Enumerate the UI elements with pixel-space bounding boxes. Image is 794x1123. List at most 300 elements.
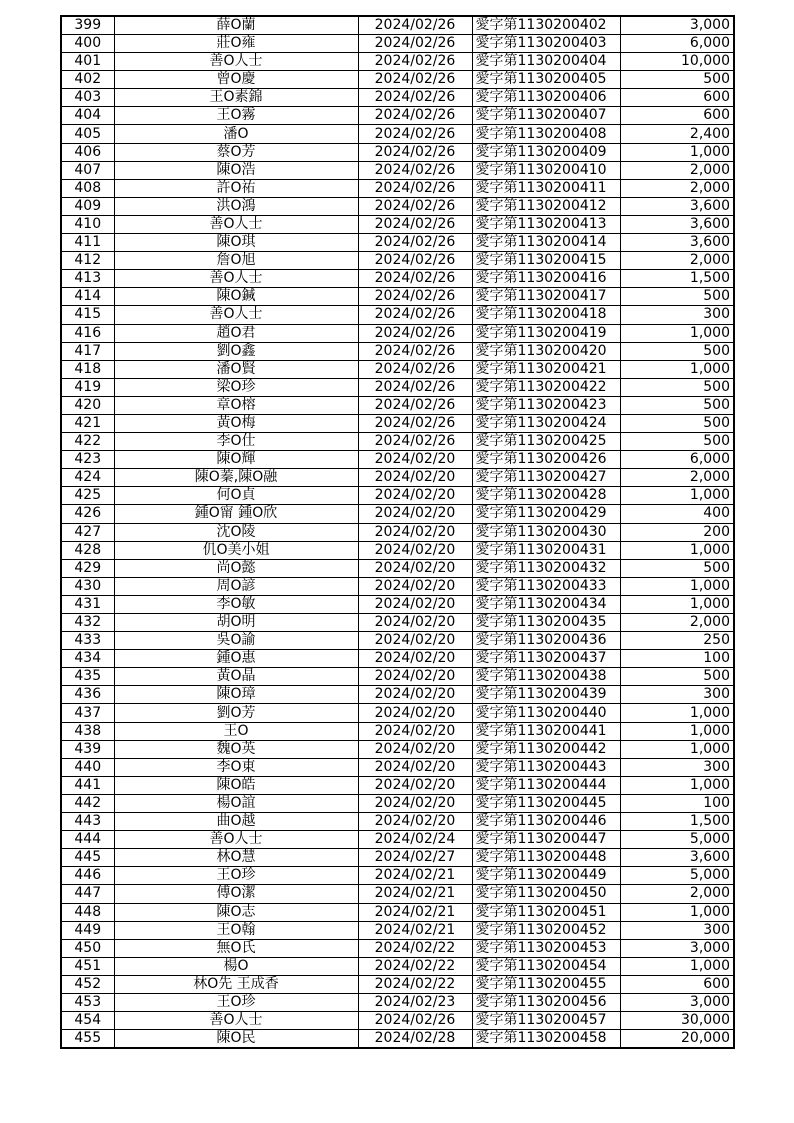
receipt-number-cell: 愛字第1130200424 bbox=[472, 414, 620, 432]
row-number-cell: 446 bbox=[61, 867, 114, 885]
receipt-number-cell: 愛字第1130200412 bbox=[472, 197, 620, 215]
receipt-number-cell: 愛字第1130200454 bbox=[472, 957, 620, 975]
amount-cell: 1,000 bbox=[620, 903, 734, 921]
table-row bbox=[61, 324, 734, 342]
donation-date-cell: 2024/02/26 bbox=[358, 234, 472, 252]
donor-name-cell: 陳O志 bbox=[114, 903, 358, 921]
donation-date-cell: 2024/02/20 bbox=[358, 451, 472, 469]
amount-cell: 1,000 bbox=[620, 595, 734, 613]
table-row bbox=[61, 794, 734, 812]
donation-date-cell: 2024/02/20 bbox=[358, 722, 472, 740]
donation-date-cell: 2024/02/20 bbox=[358, 704, 472, 722]
row-number-cell: 438 bbox=[61, 722, 114, 740]
amount-cell: 500 bbox=[620, 414, 734, 432]
row-number-cell: 427 bbox=[61, 523, 114, 541]
table-row bbox=[61, 831, 734, 849]
donor-name-cell: 劉O芳 bbox=[114, 704, 358, 722]
receipt-number-cell: 愛字第1130200458 bbox=[472, 1030, 620, 1049]
amount-cell: 6,000 bbox=[620, 35, 734, 53]
row-number-cell: 416 bbox=[61, 324, 114, 342]
receipt-number-cell: 愛字第1130200457 bbox=[472, 1012, 620, 1030]
donation-date-cell: 2024/02/26 bbox=[358, 197, 472, 215]
donor-name-cell: 陳O鍼 bbox=[114, 288, 358, 306]
donor-name-cell: 黃O晶 bbox=[114, 668, 358, 686]
receipt-number-cell: 愛字第1130200407 bbox=[472, 107, 620, 125]
receipt-number-cell: 愛字第1130200415 bbox=[472, 252, 620, 270]
donation-date-cell: 2024/02/22 bbox=[358, 975, 472, 993]
row-number-cell: 436 bbox=[61, 686, 114, 704]
donation-date-cell: 2024/02/26 bbox=[358, 125, 472, 143]
amount-cell: 1,000 bbox=[620, 541, 734, 559]
donor-name-cell: 章O榕 bbox=[114, 396, 358, 414]
donation-date-cell: 2024/02/20 bbox=[358, 813, 472, 831]
donation-date-cell: 2024/02/26 bbox=[358, 270, 472, 288]
donor-name-cell: 王O霧 bbox=[114, 107, 358, 125]
amount-cell: 2,000 bbox=[620, 179, 734, 197]
donor-name-cell: 善O人士 bbox=[114, 306, 358, 324]
table-row bbox=[61, 179, 734, 197]
donor-name-cell: 陳O蓁,陳O融 bbox=[114, 469, 358, 487]
donor-name-cell: 陳O琪 bbox=[114, 234, 358, 252]
donor-name-cell: 胡O明 bbox=[114, 614, 358, 632]
donation-date-cell: 2024/02/24 bbox=[358, 831, 472, 849]
table-row bbox=[61, 252, 734, 270]
donor-name-cell: 鍾O甯 鍾O欣 bbox=[114, 505, 358, 523]
amount-cell: 10,000 bbox=[620, 53, 734, 71]
donation-date-cell: 2024/02/26 bbox=[358, 179, 472, 197]
table-row bbox=[61, 288, 734, 306]
row-number-cell: 434 bbox=[61, 650, 114, 668]
table-row bbox=[61, 107, 734, 125]
receipt-number-cell: 愛字第1130200436 bbox=[472, 632, 620, 650]
table-row bbox=[61, 776, 734, 794]
receipt-number-cell: 愛字第1130200420 bbox=[472, 342, 620, 360]
receipt-number-cell: 愛字第1130200426 bbox=[472, 451, 620, 469]
table-row bbox=[61, 740, 734, 758]
table-row bbox=[61, 993, 734, 1011]
donation-date-cell: 2024/02/26 bbox=[358, 342, 472, 360]
donation-date-cell: 2024/02/26 bbox=[358, 396, 472, 414]
receipt-number-cell: 愛字第1130200416 bbox=[472, 270, 620, 288]
donation-date-cell: 2024/02/20 bbox=[358, 668, 472, 686]
row-number-cell: 451 bbox=[61, 957, 114, 975]
row-number-cell: 441 bbox=[61, 776, 114, 794]
amount-cell: 1,000 bbox=[620, 776, 734, 794]
table-row bbox=[61, 885, 734, 903]
receipt-number-cell: 愛字第1130200413 bbox=[472, 215, 620, 233]
donation-date-cell: 2024/02/26 bbox=[358, 378, 472, 396]
receipt-number-cell: 愛字第1130200444 bbox=[472, 776, 620, 794]
amount-cell: 500 bbox=[620, 378, 734, 396]
table-row bbox=[61, 16, 734, 35]
receipt-number-cell: 愛字第1130200417 bbox=[472, 288, 620, 306]
donor-name-cell: 蔡O芳 bbox=[114, 143, 358, 161]
donation-date-cell: 2024/02/26 bbox=[358, 360, 472, 378]
receipt-number-cell: 愛字第1130200410 bbox=[472, 161, 620, 179]
table-row bbox=[61, 89, 734, 107]
amount-cell: 3,000 bbox=[620, 993, 734, 1011]
donor-name-cell: 吳O諭 bbox=[114, 632, 358, 650]
donation-date-cell: 2024/02/20 bbox=[358, 632, 472, 650]
amount-cell: 2,000 bbox=[620, 469, 734, 487]
row-number-cell: 452 bbox=[61, 975, 114, 993]
amount-cell: 6,000 bbox=[620, 451, 734, 469]
receipt-number-cell: 愛字第1130200438 bbox=[472, 668, 620, 686]
receipt-number-cell: 愛字第1130200427 bbox=[472, 469, 620, 487]
amount-cell: 300 bbox=[620, 758, 734, 776]
amount-cell: 2,000 bbox=[620, 252, 734, 270]
donation-date-cell: 2024/02/22 bbox=[358, 939, 472, 957]
donation-date-cell: 2024/02/20 bbox=[358, 776, 472, 794]
amount-cell: 2,000 bbox=[620, 885, 734, 903]
amount-cell: 300 bbox=[620, 686, 734, 704]
receipt-number-cell: 愛字第1130200456 bbox=[472, 993, 620, 1011]
receipt-number-cell: 愛字第1130200421 bbox=[472, 360, 620, 378]
receipt-number-cell: 愛字第1130200441 bbox=[472, 722, 620, 740]
receipt-number-cell: 愛字第1130200433 bbox=[472, 577, 620, 595]
receipt-number-cell: 愛字第1130200422 bbox=[472, 378, 620, 396]
amount-cell: 1,000 bbox=[620, 577, 734, 595]
receipt-number-cell: 愛字第1130200447 bbox=[472, 831, 620, 849]
amount-cell: 500 bbox=[620, 71, 734, 89]
donor-name-cell: 洪O鴻 bbox=[114, 197, 358, 215]
table-row bbox=[61, 197, 734, 215]
row-number-cell: 415 bbox=[61, 306, 114, 324]
donation-date-cell: 2024/02/20 bbox=[358, 758, 472, 776]
donation-date-cell: 2024/02/26 bbox=[358, 414, 472, 432]
row-number-cell: 413 bbox=[61, 270, 114, 288]
donation-date-cell: 2024/02/21 bbox=[358, 867, 472, 885]
amount-cell: 1,000 bbox=[620, 740, 734, 758]
table-row bbox=[61, 433, 734, 451]
table-row bbox=[61, 161, 734, 179]
amount-cell: 300 bbox=[620, 921, 734, 939]
donor-name-cell: 黃O梅 bbox=[114, 414, 358, 432]
donor-name-cell: 李O仕 bbox=[114, 433, 358, 451]
donation-date-cell: 2024/02/20 bbox=[358, 505, 472, 523]
receipt-number-cell: 愛字第1130200404 bbox=[472, 53, 620, 71]
donation-date-cell: 2024/02/26 bbox=[358, 306, 472, 324]
receipt-number-cell: 愛字第1130200429 bbox=[472, 505, 620, 523]
donor-name-cell: 沈O陵 bbox=[114, 523, 358, 541]
donor-name-cell: 善O人士 bbox=[114, 215, 358, 233]
amount-cell: 1,000 bbox=[620, 957, 734, 975]
table-row bbox=[61, 342, 734, 360]
table-row bbox=[61, 957, 734, 975]
receipt-number-cell: 愛字第1130200405 bbox=[472, 71, 620, 89]
row-number-cell: 437 bbox=[61, 704, 114, 722]
amount-cell: 2,400 bbox=[620, 125, 734, 143]
amount-cell: 600 bbox=[620, 107, 734, 125]
donor-name-cell: 趙O君 bbox=[114, 324, 358, 342]
donor-name-cell: 周O諺 bbox=[114, 577, 358, 595]
receipt-number-cell: 愛字第1130200431 bbox=[472, 541, 620, 559]
receipt-number-cell: 愛字第1130200430 bbox=[472, 523, 620, 541]
table-row bbox=[61, 451, 734, 469]
donor-name-cell: 曾O慶 bbox=[114, 71, 358, 89]
receipt-number-cell: 愛字第1130200448 bbox=[472, 849, 620, 867]
receipt-number-cell: 愛字第1130200437 bbox=[472, 650, 620, 668]
donor-name-cell: 陳O璋 bbox=[114, 686, 358, 704]
receipt-number-cell: 愛字第1130200445 bbox=[472, 794, 620, 812]
donor-name-cell: 傅O潔 bbox=[114, 885, 358, 903]
row-number-cell: 404 bbox=[61, 107, 114, 125]
donation-date-cell: 2024/02/26 bbox=[358, 89, 472, 107]
receipt-number-cell: 愛字第1130200403 bbox=[472, 35, 620, 53]
amount-cell: 3,600 bbox=[620, 197, 734, 215]
donor-name-cell: 無O氏 bbox=[114, 939, 358, 957]
donor-name-cell: 陳O浩 bbox=[114, 161, 358, 179]
amount-cell: 500 bbox=[620, 559, 734, 577]
receipt-number-cell: 愛字第1130200443 bbox=[472, 758, 620, 776]
receipt-number-cell: 愛字第1130200402 bbox=[472, 16, 620, 35]
donation-date-cell: 2024/02/26 bbox=[358, 71, 472, 89]
donor-name-cell: 陳O輝 bbox=[114, 451, 358, 469]
table-row bbox=[61, 234, 734, 252]
table-row bbox=[61, 758, 734, 776]
amount-cell: 3,600 bbox=[620, 215, 734, 233]
donation-date-cell: 2024/02/22 bbox=[358, 957, 472, 975]
receipt-number-cell: 愛字第1130200451 bbox=[472, 903, 620, 921]
amount-cell: 2,000 bbox=[620, 614, 734, 632]
amount-cell: 1,000 bbox=[620, 324, 734, 342]
table-row bbox=[61, 505, 734, 523]
receipt-number-cell: 愛字第1130200435 bbox=[472, 614, 620, 632]
donation-date-cell: 2024/02/26 bbox=[358, 53, 472, 71]
receipt-number-cell: 愛字第1130200455 bbox=[472, 975, 620, 993]
row-number-cell: 421 bbox=[61, 414, 114, 432]
receipt-number-cell: 愛字第1130200428 bbox=[472, 487, 620, 505]
receipt-number-cell: 愛字第1130200439 bbox=[472, 686, 620, 704]
row-number-cell: 425 bbox=[61, 487, 114, 505]
table-row bbox=[61, 360, 734, 378]
table-row bbox=[61, 650, 734, 668]
row-number-cell: 417 bbox=[61, 342, 114, 360]
row-number-cell: 435 bbox=[61, 668, 114, 686]
table-row bbox=[61, 71, 734, 89]
donation-date-cell: 2024/02/21 bbox=[358, 885, 472, 903]
donor-name-cell: 仉O美小姐 bbox=[114, 541, 358, 559]
donor-name-cell: 莊O雍 bbox=[114, 35, 358, 53]
row-number-cell: 403 bbox=[61, 89, 114, 107]
receipt-number-cell: 愛字第1130200450 bbox=[472, 885, 620, 903]
donation-date-cell: 2024/02/26 bbox=[358, 252, 472, 270]
row-number-cell: 433 bbox=[61, 632, 114, 650]
donor-name-cell: 梁O珍 bbox=[114, 378, 358, 396]
donation-table bbox=[60, 15, 735, 1049]
amount-cell: 100 bbox=[620, 650, 734, 668]
donation-date-cell: 2024/02/20 bbox=[358, 686, 472, 704]
receipt-number-cell: 愛字第1130200453 bbox=[472, 939, 620, 957]
row-number-cell: 449 bbox=[61, 921, 114, 939]
donation-rows bbox=[61, 16, 734, 1048]
amount-cell: 3,000 bbox=[620, 939, 734, 957]
donor-name-cell: 王O bbox=[114, 722, 358, 740]
receipt-number-cell: 愛字第1130200414 bbox=[472, 234, 620, 252]
row-number-cell: 453 bbox=[61, 993, 114, 1011]
table-row bbox=[61, 541, 734, 559]
amount-cell: 1,000 bbox=[620, 487, 734, 505]
donor-name-cell: 潘O賢 bbox=[114, 360, 358, 378]
row-number-cell: 418 bbox=[61, 360, 114, 378]
row-number-cell: 426 bbox=[61, 505, 114, 523]
table-row bbox=[61, 35, 734, 53]
table-row bbox=[61, 813, 734, 831]
donor-name-cell: 許O祐 bbox=[114, 179, 358, 197]
row-number-cell: 448 bbox=[61, 903, 114, 921]
row-number-cell: 399 bbox=[61, 16, 114, 35]
donation-date-cell: 2024/02/20 bbox=[358, 595, 472, 613]
donor-name-cell: 王O珍 bbox=[114, 993, 358, 1011]
row-number-cell: 450 bbox=[61, 939, 114, 957]
amount-cell: 3,600 bbox=[620, 234, 734, 252]
amount-cell: 3,000 bbox=[620, 16, 734, 35]
donation-date-cell: 2024/02/26 bbox=[358, 161, 472, 179]
donation-date-cell: 2024/02/20 bbox=[358, 614, 472, 632]
row-number-cell: 454 bbox=[61, 1012, 114, 1030]
table-row bbox=[61, 53, 734, 71]
receipt-number-cell: 愛字第1130200408 bbox=[472, 125, 620, 143]
donation-date-cell: 2024/02/20 bbox=[358, 740, 472, 758]
row-number-cell: 432 bbox=[61, 614, 114, 632]
donor-name-cell: 鍾O惠 bbox=[114, 650, 358, 668]
amount-cell: 1,500 bbox=[620, 270, 734, 288]
row-number-cell: 431 bbox=[61, 595, 114, 613]
donor-name-cell: 林O慧 bbox=[114, 849, 358, 867]
table-row bbox=[61, 1030, 734, 1049]
table-row bbox=[61, 668, 734, 686]
row-number-cell: 424 bbox=[61, 469, 114, 487]
donor-name-cell: 何O貞 bbox=[114, 487, 358, 505]
donor-name-cell: 善O人士 bbox=[114, 53, 358, 71]
amount-cell: 300 bbox=[620, 306, 734, 324]
donation-date-cell: 2024/02/20 bbox=[358, 577, 472, 595]
row-number-cell: 410 bbox=[61, 215, 114, 233]
row-number-cell: 400 bbox=[61, 35, 114, 53]
row-number-cell: 443 bbox=[61, 813, 114, 831]
table-row bbox=[61, 1012, 734, 1030]
donor-name-cell: 詹O旭 bbox=[114, 252, 358, 270]
donation-date-cell: 2024/02/26 bbox=[358, 107, 472, 125]
row-number-cell: 429 bbox=[61, 559, 114, 577]
amount-cell: 5,000 bbox=[620, 867, 734, 885]
donation-date-cell: 2024/02/26 bbox=[358, 433, 472, 451]
table-row bbox=[61, 270, 734, 288]
row-number-cell: 439 bbox=[61, 740, 114, 758]
receipt-number-cell: 愛字第1130200434 bbox=[472, 595, 620, 613]
amount-cell: 500 bbox=[620, 396, 734, 414]
table-row bbox=[61, 306, 734, 324]
receipt-number-cell: 愛字第1130200432 bbox=[472, 559, 620, 577]
row-number-cell: 428 bbox=[61, 541, 114, 559]
donor-name-cell: 林O先 王成香 bbox=[114, 975, 358, 993]
row-number-cell: 408 bbox=[61, 179, 114, 197]
donation-date-cell: 2024/02/21 bbox=[358, 921, 472, 939]
amount-cell: 250 bbox=[620, 632, 734, 650]
receipt-number-cell: 愛字第1130200446 bbox=[472, 813, 620, 831]
donation-date-cell: 2024/02/20 bbox=[358, 650, 472, 668]
table-row bbox=[61, 867, 734, 885]
donation-date-cell: 2024/02/20 bbox=[358, 541, 472, 559]
row-number-cell: 422 bbox=[61, 433, 114, 451]
donation-date-cell: 2024/02/20 bbox=[358, 559, 472, 577]
donor-name-cell: 李O敏 bbox=[114, 595, 358, 613]
row-number-cell: 423 bbox=[61, 451, 114, 469]
table-row bbox=[61, 686, 734, 704]
donation-date-cell: 2024/02/27 bbox=[358, 849, 472, 867]
amount-cell: 600 bbox=[620, 975, 734, 993]
table-row bbox=[61, 577, 734, 595]
donor-name-cell: 王O珍 bbox=[114, 867, 358, 885]
amount-cell: 200 bbox=[620, 523, 734, 541]
donation-date-cell: 2024/02/20 bbox=[358, 794, 472, 812]
donation-date-cell: 2024/02/20 bbox=[358, 523, 472, 541]
row-number-cell: 402 bbox=[61, 71, 114, 89]
donor-name-cell: 善O人士 bbox=[114, 1012, 358, 1030]
table-row bbox=[61, 414, 734, 432]
row-number-cell: 412 bbox=[61, 252, 114, 270]
row-number-cell: 414 bbox=[61, 288, 114, 306]
table-row bbox=[61, 487, 734, 505]
row-number-cell: 409 bbox=[61, 197, 114, 215]
amount-cell: 500 bbox=[620, 288, 734, 306]
amount-cell: 20,000 bbox=[620, 1030, 734, 1049]
receipt-number-cell: 愛字第1130200449 bbox=[472, 867, 620, 885]
amount-cell: 1,000 bbox=[620, 360, 734, 378]
row-number-cell: 406 bbox=[61, 143, 114, 161]
donation-date-cell: 2024/02/26 bbox=[358, 324, 472, 342]
table-row bbox=[61, 632, 734, 650]
row-number-cell: 442 bbox=[61, 794, 114, 812]
amount-cell: 400 bbox=[620, 505, 734, 523]
row-number-cell: 445 bbox=[61, 849, 114, 867]
row-number-cell: 411 bbox=[61, 234, 114, 252]
table-row bbox=[61, 523, 734, 541]
donor-name-cell: 陳O皓 bbox=[114, 776, 358, 794]
amount-cell: 1,000 bbox=[620, 704, 734, 722]
donor-name-cell: 薛O蘭 bbox=[114, 16, 358, 35]
amount-cell: 100 bbox=[620, 794, 734, 812]
amount-cell: 600 bbox=[620, 89, 734, 107]
donation-date-cell: 2024/02/20 bbox=[358, 487, 472, 505]
donation-date-cell: 2024/02/21 bbox=[358, 903, 472, 921]
donation-date-cell: 2024/02/26 bbox=[358, 16, 472, 35]
amount-cell: 5,000 bbox=[620, 831, 734, 849]
donor-name-cell: 陳O民 bbox=[114, 1030, 358, 1049]
table-row bbox=[61, 396, 734, 414]
amount-cell: 2,000 bbox=[620, 161, 734, 179]
table-row bbox=[61, 378, 734, 396]
amount-cell: 1,500 bbox=[620, 813, 734, 831]
amount-cell: 1,000 bbox=[620, 722, 734, 740]
row-number-cell: 401 bbox=[61, 53, 114, 71]
receipt-number-cell: 愛字第1130200440 bbox=[472, 704, 620, 722]
donation-date-cell: 2024/02/26 bbox=[358, 215, 472, 233]
table-row bbox=[61, 849, 734, 867]
receipt-number-cell: 愛字第1130200452 bbox=[472, 921, 620, 939]
row-number-cell: 444 bbox=[61, 831, 114, 849]
amount-cell: 3,600 bbox=[620, 849, 734, 867]
amount-cell: 30,000 bbox=[620, 1012, 734, 1030]
row-number-cell: 447 bbox=[61, 885, 114, 903]
receipt-number-cell: 愛字第1130200425 bbox=[472, 433, 620, 451]
table-row bbox=[61, 215, 734, 233]
receipt-number-cell: 愛字第1130200442 bbox=[472, 740, 620, 758]
row-number-cell: 419 bbox=[61, 378, 114, 396]
donation-date-cell: 2024/02/26 bbox=[358, 288, 472, 306]
receipt-number-cell: 愛字第1130200409 bbox=[472, 143, 620, 161]
donor-name-cell: 王O素錦 bbox=[114, 89, 358, 107]
